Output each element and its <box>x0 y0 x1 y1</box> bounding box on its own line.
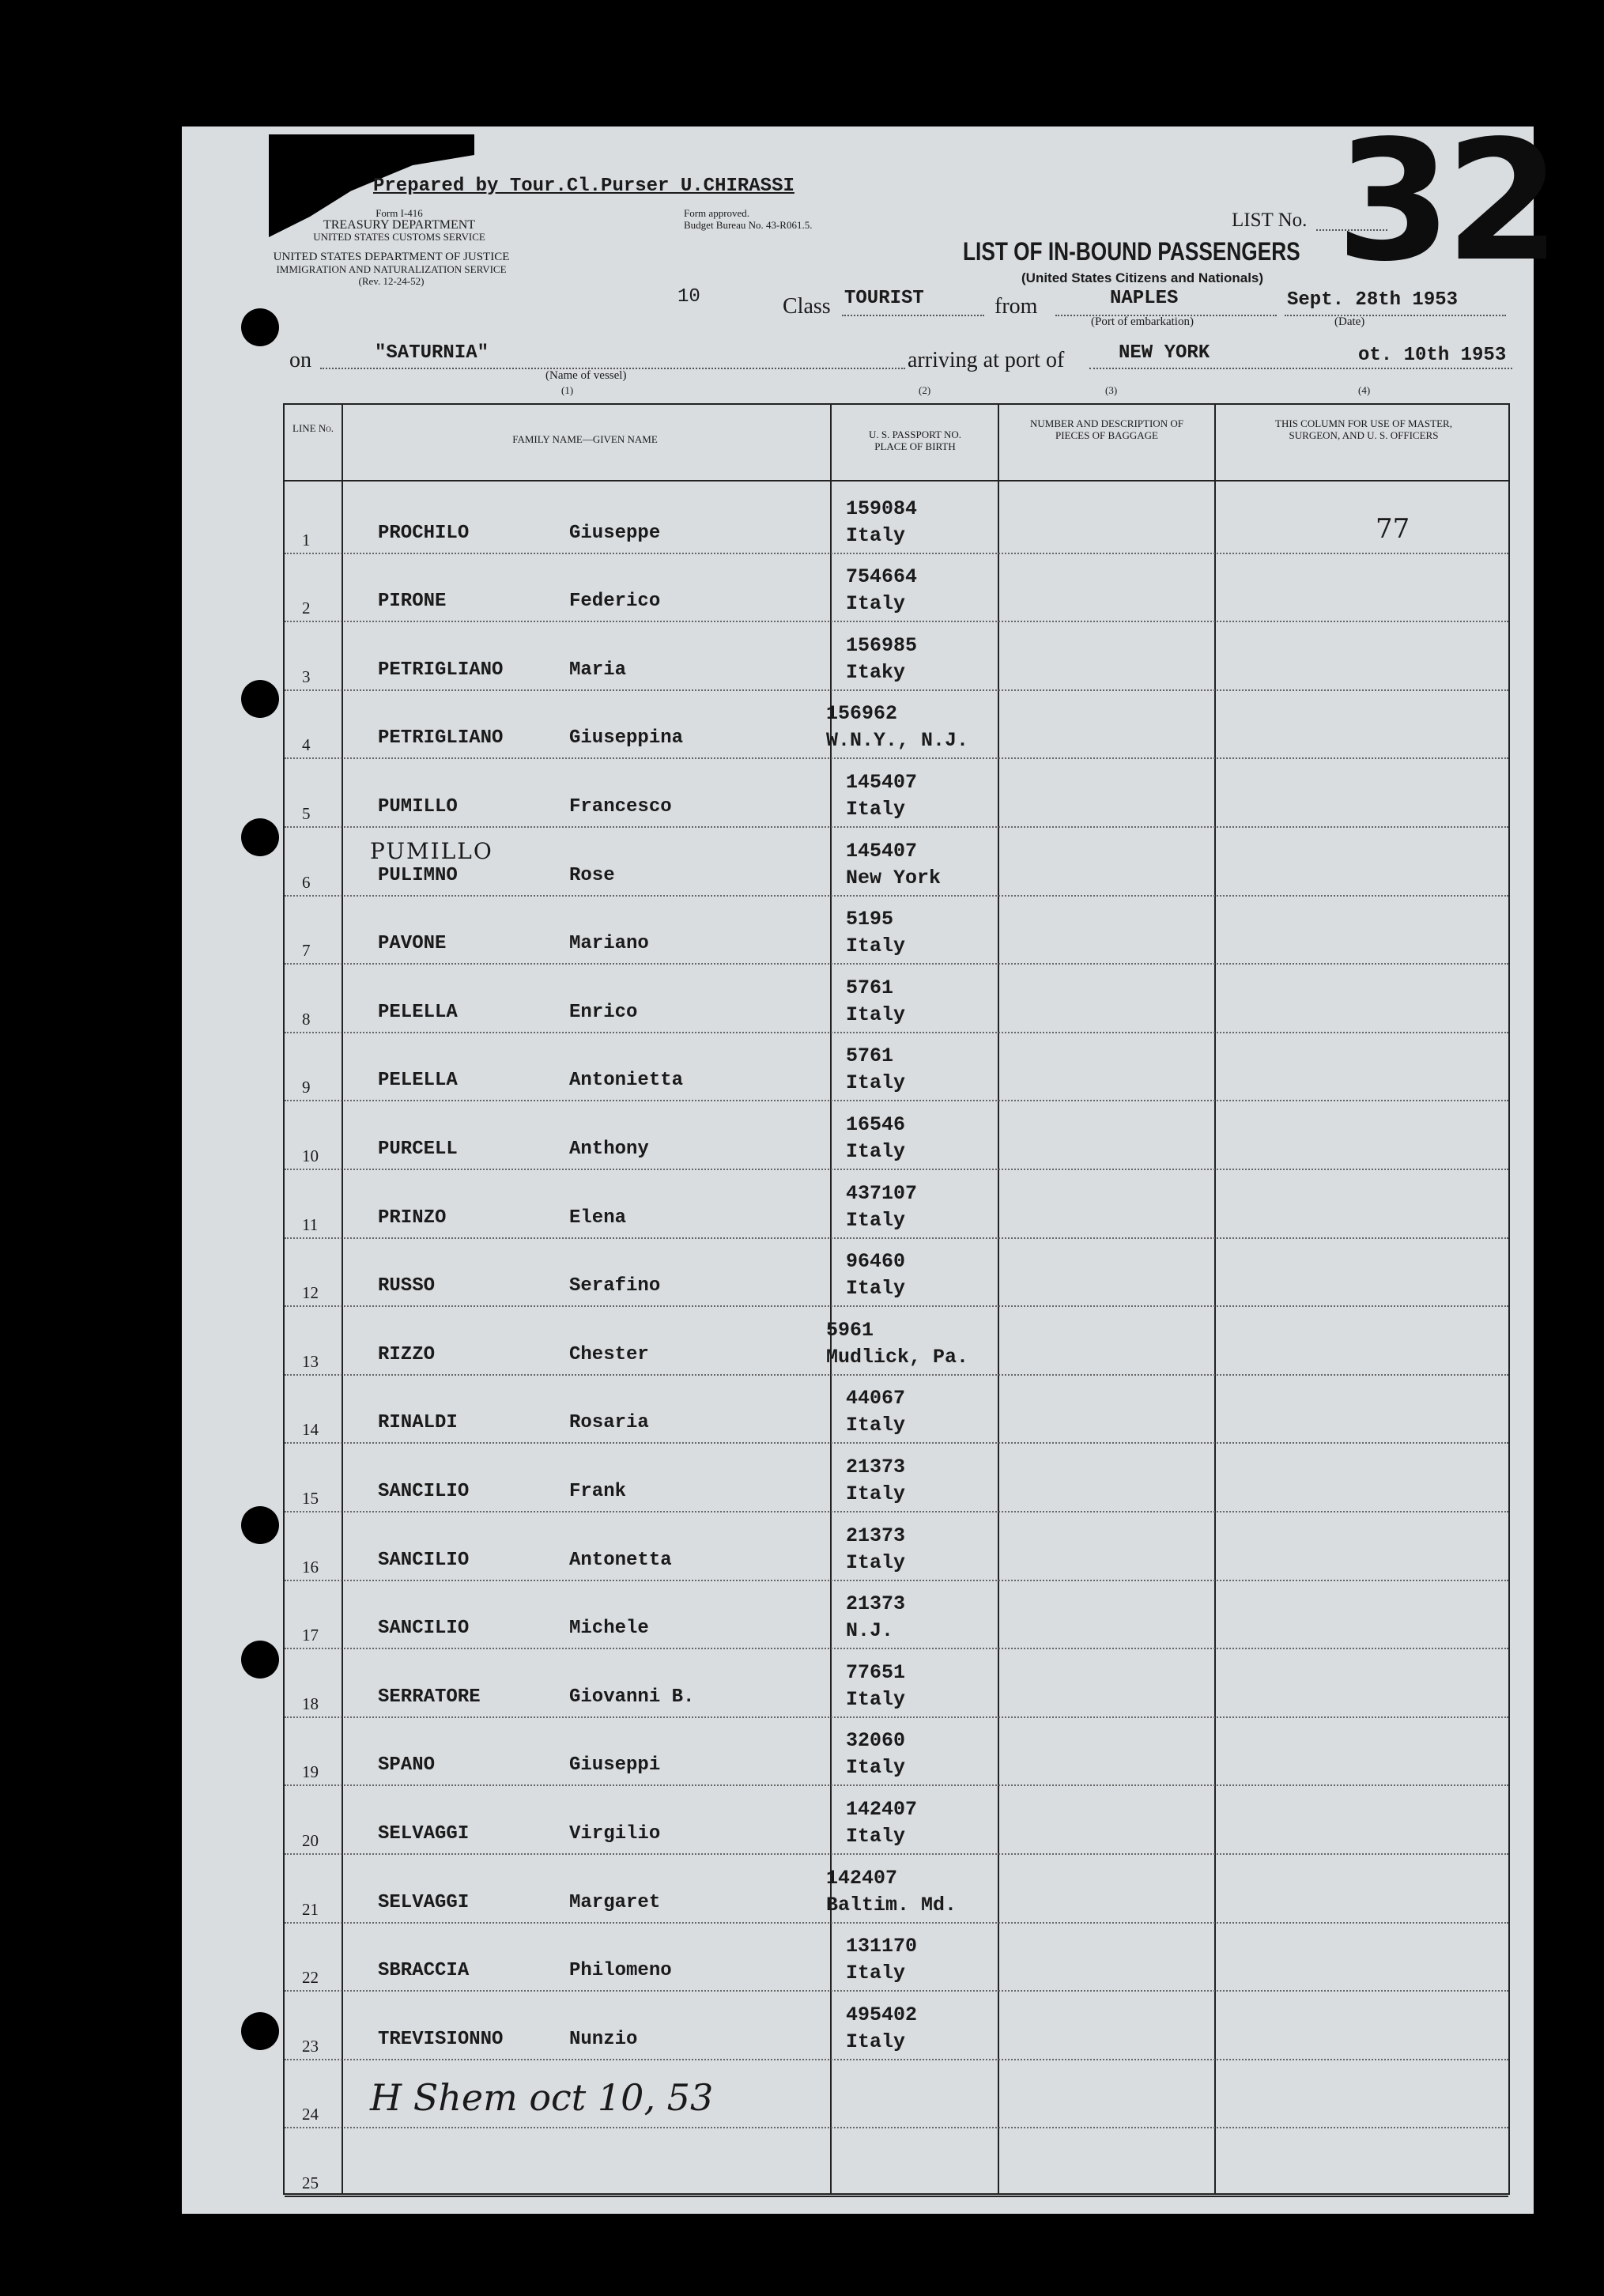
col-header-name: FAMILY NAME—GIVEN NAME <box>512 433 658 445</box>
passport-cell <box>846 1728 905 1781</box>
given-name: Mariano <box>569 933 649 955</box>
prepared-by: Prepared by Tour.Cl.Purser U.CHIRASSI <box>373 176 794 197</box>
col-header-officers: THIS COLUMN FOR USE OF MASTER, SURGEON, AND U. S. OFFICERS <box>1275 417 1452 441</box>
table-row <box>285 2059 1508 2129</box>
given-name: Nunzio <box>569 2028 638 2050</box>
table-row <box>285 1648 1508 1718</box>
family-name: PETRIGLIANO <box>378 727 504 750</box>
line-number: 1 <box>302 530 311 549</box>
line-number: 9 <box>302 1078 311 1097</box>
passport-cell <box>826 1317 968 1371</box>
family-name: PRINZO <box>378 1207 447 1229</box>
passport-number: 21373 <box>846 1524 906 1547</box>
place-of-birth: N.J. <box>846 1619 894 1643</box>
date-value: Sept. 28th 1953 <box>1287 289 1459 311</box>
line-number: 2 <box>302 599 311 618</box>
family-name: PURCELL <box>378 1138 458 1160</box>
passport-cell <box>846 1454 905 1508</box>
table-row <box>285 1922 1508 1992</box>
place-of-birth: Italy <box>846 935 906 958</box>
line-number: 24 <box>302 2105 319 2124</box>
table-row <box>285 1716 1508 1787</box>
passport-cell <box>846 1933 917 1987</box>
table-row <box>285 1990 1508 2060</box>
place-of-birth: Italy <box>846 1414 906 1437</box>
on-label: on <box>289 348 311 372</box>
family-name: TREVISIONNO <box>378 2028 504 2050</box>
line-number: 15 <box>302 1488 319 1508</box>
passport-cell <box>846 975 905 1029</box>
passport-cell <box>846 1043 905 1097</box>
family-name: PELELLA <box>378 1001 458 1023</box>
header-separator <box>285 480 1508 481</box>
table-row <box>285 1169 1508 1239</box>
passport-cell <box>846 496 917 549</box>
col-num-4: (4) <box>1358 384 1371 396</box>
passport-number: 16546 <box>846 1112 906 1136</box>
table-row <box>285 1784 1508 1855</box>
line-number: 18 <box>302 1694 319 1713</box>
embark-caption: (Port of embarkation) <box>1091 315 1194 328</box>
handwritten-correction: PUMILLO <box>370 837 493 864</box>
class-line <box>842 315 984 316</box>
table-row <box>285 757 1508 828</box>
family-name: RUSSO <box>378 1275 436 1297</box>
passport-cell <box>846 1660 905 1713</box>
family-name: RINALDI <box>378 1412 458 1434</box>
line-number: 22 <box>302 1968 319 1988</box>
binder-hole <box>241 2012 279 2050</box>
binder-hole <box>241 680 279 718</box>
line-number: 21 <box>302 1899 319 1919</box>
line-number: 14 <box>302 1420 319 1440</box>
passport-number: 5761 <box>846 1044 894 1068</box>
place-of-birth: W.N.Y., N.J. <box>826 729 969 753</box>
given-name: Francesco <box>569 795 672 818</box>
given-name: Margaret <box>569 1891 661 1913</box>
passport-number: 77651 <box>846 1660 906 1684</box>
table-row <box>285 1442 1508 1512</box>
date-line <box>1285 315 1506 316</box>
list-no-label: LIST No. <box>1232 210 1308 231</box>
given-name: Federico <box>569 591 661 613</box>
passport-number: 96460 <box>846 1250 906 1274</box>
line-number: 16 <box>302 1557 319 1577</box>
passport-cell <box>846 633 917 686</box>
passport-cell <box>846 2002 917 2056</box>
date-caption: (Date) <box>1334 315 1365 328</box>
given-name: Chester <box>569 1343 649 1365</box>
table-row <box>285 621 1508 691</box>
line-number: 19 <box>302 1762 319 1782</box>
given-name: Giuseppina <box>569 727 684 750</box>
family-name: PETRIGLIANO <box>378 659 504 681</box>
family-name: SANCILIO <box>378 1480 470 1502</box>
line-number: 5 <box>302 803 311 823</box>
page-title: LIST OF IN-BOUND PASSENGERS <box>963 237 1300 266</box>
line-number: 3 <box>302 667 311 686</box>
family-name: RIZZO <box>378 1343 436 1365</box>
place-of-birth: Mudlick, Pa. <box>826 1345 969 1369</box>
from-label: from <box>994 294 1038 319</box>
given-name: Serafino <box>569 1275 661 1297</box>
passport-number: 131170 <box>846 1935 918 1958</box>
class-label: Class <box>783 294 831 319</box>
family-name: SBRACCIA <box>378 1960 470 1982</box>
table-row <box>285 2127 1508 2197</box>
passport-number: 142407 <box>846 1797 918 1821</box>
line-number: 23 <box>302 2036 319 2056</box>
passport-number: 32060 <box>846 1729 906 1753</box>
line-number: 7 <box>302 941 311 961</box>
passport-number: 21373 <box>846 1455 906 1478</box>
table-row <box>285 963 1508 1033</box>
passport-number: 142407 <box>826 1866 898 1890</box>
col-num-1: (1) <box>561 384 574 396</box>
given-name: Antonietta <box>569 1070 684 1092</box>
from-value: NAPLES <box>1110 288 1179 309</box>
passport-cell <box>846 564 917 617</box>
passenger-table <box>283 403 1510 2195</box>
family-name: SELVAGGI <box>378 1822 470 1845</box>
place-of-birth: Italy <box>846 1687 906 1711</box>
table-row <box>285 1580 1508 1650</box>
given-name: Frank <box>569 1480 627 1502</box>
line-number: 8 <box>302 1009 311 1029</box>
passport-cell <box>846 1591 905 1645</box>
table-row <box>285 484 1508 554</box>
table-row <box>285 1511 1508 1581</box>
place-of-birth: Italy <box>846 1139 906 1163</box>
passport-cell <box>826 701 968 754</box>
family-name: SERRATORE <box>378 1686 481 1708</box>
given-name: Giuseppe <box>569 522 661 544</box>
given-name: Giuseppi <box>569 1754 661 1777</box>
line-number: 25 <box>302 2173 319 2192</box>
given-name: Rose <box>569 864 615 886</box>
passport-cell <box>846 1248 905 1302</box>
passport-number: 159084 <box>846 497 918 520</box>
form-left-justice: UNITED STATES DEPARTMENT OF JUSTICE IMMIGRATION AND NATURALIZATION SERVICE (Rev. 12-24-52) <box>273 251 510 287</box>
passport-number: 156985 <box>846 633 918 657</box>
officer-note: 77 <box>1376 512 1410 545</box>
passport-number: 5961 <box>826 1318 874 1342</box>
family-name: SANCILIO <box>378 1618 470 1640</box>
place-of-birth: Italy <box>846 797 906 821</box>
passport-number: 145407 <box>846 770 918 794</box>
place-of-birth: Italy <box>846 1550 906 1574</box>
binder-hole <box>241 818 279 856</box>
table-row <box>285 1305 1508 1376</box>
place-of-birth: Italy <box>846 523 906 547</box>
passport-number: 5761 <box>846 976 894 999</box>
passport-cell <box>846 1796 917 1850</box>
form-approved: Form approved. Budget Bureau No. 43-R061.5. <box>684 207 813 231</box>
col-header-passport: U. S. PASSPORT NO. PLACE OF BIRTH <box>869 429 961 452</box>
family-name: PIRONE <box>378 591 447 613</box>
passport-cell <box>846 1180 917 1234</box>
place-of-birth: Italy <box>846 1756 906 1780</box>
list-number-stamp: 32 <box>1336 104 1555 298</box>
table-row <box>285 553 1508 623</box>
given-name: Maria <box>569 659 627 681</box>
place-of-birth: Italy <box>846 1824 906 1848</box>
passport-cell <box>846 1385 905 1439</box>
line-number: 12 <box>302 1283 319 1303</box>
col-header-baggage: NUMBER AND DESCRIPTION OF PIECES OF BAGGAGE <box>1030 417 1183 441</box>
passport-number: 754664 <box>846 565 918 589</box>
arriving-label: arriving at port of <box>908 348 1065 372</box>
form-left: Form I-416 TREASURY DEPARTMENT UNITED STATES CUSTOMS SERVICE <box>313 207 485 243</box>
binder-hole <box>241 1506 279 1544</box>
passport-number: 156962 <box>826 702 898 726</box>
place-of-birth: Italy <box>846 1071 906 1095</box>
table-row <box>285 1032 1508 1102</box>
passport-number: 495402 <box>846 2003 918 2026</box>
passport-number: 44067 <box>846 1387 906 1410</box>
passport-number: 21373 <box>846 1592 906 1616</box>
place-of-birth: Italy <box>846 1482 906 1505</box>
arrival-line <box>1089 368 1512 369</box>
family-name: SELVAGGI <box>378 1891 470 1913</box>
given-name: Anthony <box>569 1138 649 1160</box>
passport-cell <box>846 838 941 892</box>
family-name: PUMILLO <box>378 795 458 818</box>
family-name: PELELLA <box>378 1070 458 1092</box>
table-row <box>285 689 1508 760</box>
col-num-3: (3) <box>1105 384 1118 396</box>
vessel-caption: (Name of vessel) <box>545 369 627 382</box>
place-of-birth: Italy <box>846 1962 906 1985</box>
class-number: 10 <box>677 286 700 308</box>
table-row <box>285 1853 1508 1924</box>
table-row <box>285 826 1508 897</box>
line-number: 6 <box>302 872 311 892</box>
given-name: Rosaria <box>569 1412 649 1434</box>
family-name: PROCHILO <box>378 522 470 544</box>
passport-cell <box>846 1523 905 1577</box>
given-name: Giovanni B. <box>569 1686 695 1708</box>
given-name: Michele <box>569 1618 649 1640</box>
place-of-birth: Itaky <box>846 660 906 684</box>
place-of-birth: Italy <box>846 2030 906 2053</box>
place-of-birth: Italy <box>846 1208 906 1232</box>
place-of-birth: Italy <box>846 592 906 616</box>
family-name: PAVONE <box>378 933 447 955</box>
table-row <box>285 1237 1508 1308</box>
page-subtitle: (United States Citizens and Nationals) <box>1021 270 1264 285</box>
given-name: Virgilio <box>569 1822 661 1845</box>
binder-hole <box>241 308 279 346</box>
passport-cell <box>846 769 917 823</box>
table-row <box>285 1100 1508 1170</box>
passport-cell <box>846 906 905 960</box>
given-name: Enrico <box>569 1001 638 1023</box>
passport-number: 5195 <box>846 908 894 931</box>
col-header-line: LINE No. <box>292 422 334 434</box>
vessel-name: "SATURNIA" <box>375 342 489 364</box>
binder-hole <box>241 1641 279 1679</box>
line-number: 17 <box>302 1626 319 1645</box>
table-row <box>285 1374 1508 1444</box>
place-of-birth: Baltim. Md. <box>826 1893 957 1916</box>
arrival-port: NEW YORK <box>1119 342 1210 364</box>
class-value: TOURIST <box>844 288 924 309</box>
given-name: Antonetta <box>569 1549 672 1571</box>
line-number: 11 <box>302 1214 319 1234</box>
given-name: Philomeno <box>569 1960 672 1982</box>
line-number: 20 <box>302 1830 319 1850</box>
family-name: PULIMNO <box>378 864 458 886</box>
line-number: 13 <box>302 1351 319 1371</box>
family-name: SPANO <box>378 1754 436 1777</box>
given-name: Elena <box>569 1207 627 1229</box>
col-num-2: (2) <box>919 384 931 396</box>
handwritten-signature: H Shem oct 10, 53 <box>370 2076 714 2120</box>
family-name: SANCILIO <box>378 1549 470 1571</box>
place-of-birth: New York <box>846 866 942 889</box>
line-number: 4 <box>302 735 311 755</box>
line-number: 10 <box>302 1146 319 1165</box>
passport-number: 145407 <box>846 839 918 863</box>
place-of-birth: Italy <box>846 1277 906 1301</box>
place-of-birth: Italy <box>846 1003 906 1026</box>
passport-number: 437107 <box>846 1181 918 1205</box>
table-row <box>285 895 1508 965</box>
passport-cell <box>846 1112 905 1165</box>
arrival-date: ot. 10th 1953 <box>1358 345 1507 366</box>
passport-cell <box>826 1865 957 1919</box>
